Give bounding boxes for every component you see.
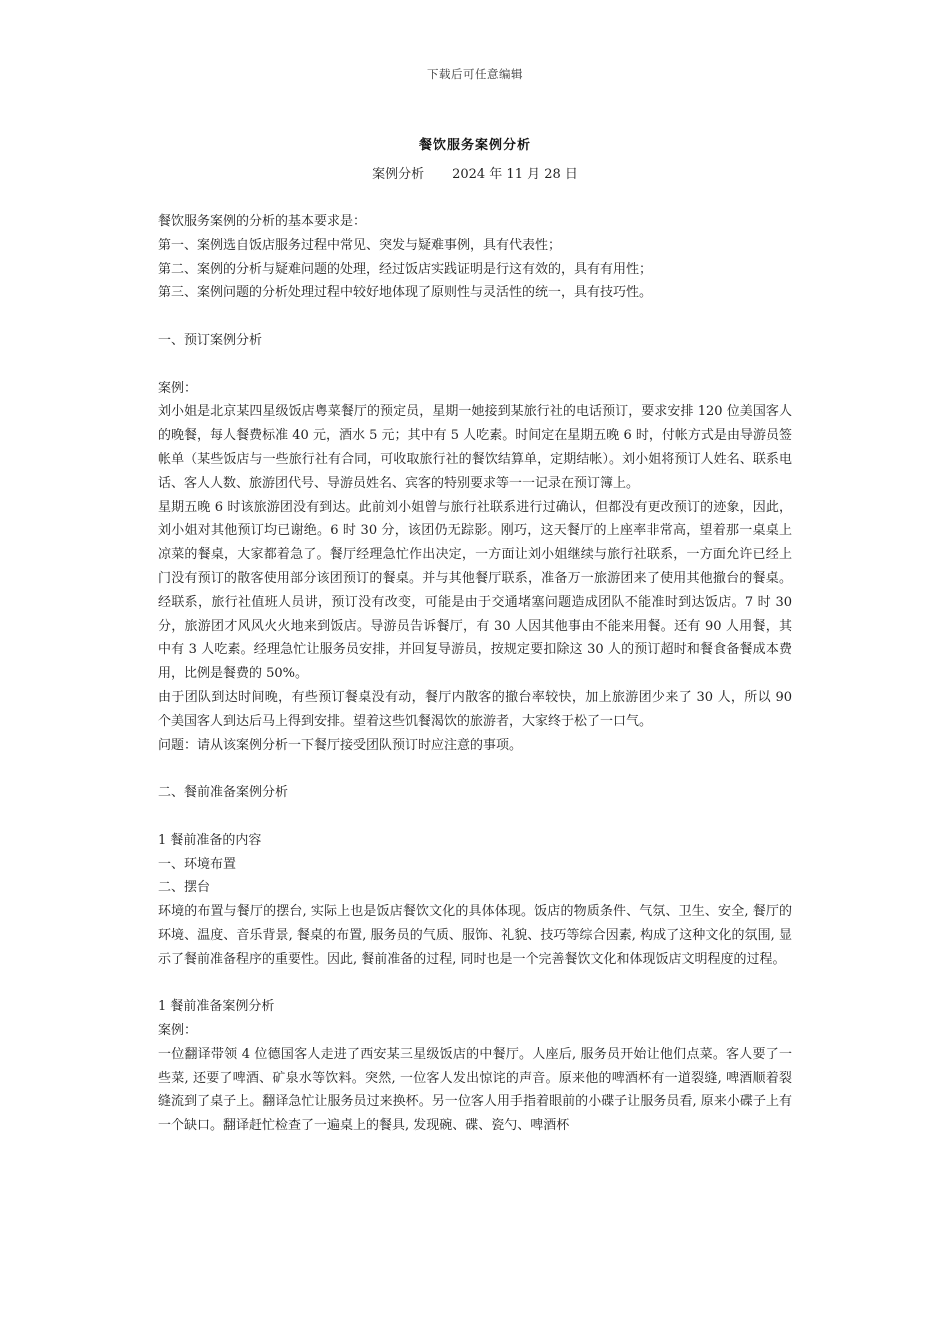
header-note: 下载后可任意编辑 bbox=[427, 67, 523, 81]
intro-requirement-2: 第二、案例的分析与疑难问题的处理，经过饭店实践证明是行这有效的，具有有用性； bbox=[158, 261, 653, 277]
subtitle-date: 2024 年 11 月 28 日 bbox=[452, 167, 578, 182]
section-1-question: 问题：请从该案例分析一下餐厅接受团队预订时应注意的事项。 bbox=[158, 737, 523, 753]
section-1-case-label: 案例： bbox=[158, 380, 198, 396]
subtitle-line bbox=[0, 163, 950, 182]
section-1-paragraph-3: 由于团队到达时间晚，有些预订餐桌没有动，餐厅内散客的撤台率较快，加上旅游团少来了 30 人，所以 90 个美国客人到达后马上得到安排。望着这些饥餐渴饮的旅游者，大家终于松了一口气。 bbox=[158, 689, 792, 729]
intro-requirement-1: 第一、案例选自饭店服务过程中常见、突发与疑难事例，具有代表性； bbox=[158, 237, 562, 253]
document-body bbox=[158, 210, 792, 1138]
section-2-item-1: 一、环境布置 bbox=[158, 856, 237, 872]
section-2-subheading-2: 1 餐前准备案例分析 bbox=[158, 999, 275, 1015]
section-1-paragraph-2: 星期五晚 6 时该旅游团没有到达。此前刘小姐曾与旅行社联系进行过确认，但都没有更改预订的迹象，因此，刘小姐对其他预订均已谢绝。6 时 30 分，该团仍无踪影。刚巧，这天餐厅的上座率非常高，望着那一桌桌上凉菜的餐桌，大家都着急了。餐厅经理急忙作出决定，一方面让刘小姐继续与旅行社联系，一方面允许已经上门没有预订的散客使用部分该团预订的餐桌。并与其他餐厅联系，准备万一旅游团来了使用其他撤台的餐桌。经联系，旅行社值班人员讲，预订没有改变，可能是由于交通堵塞问题造成团队不能准时到达饭店。7 时 30 分，旅游团才风风火火地来到饭店。导游员告诉餐厅，有 30 人因其他事由不能来用餐。还有 90 人用餐，其中有 3 人吃素。经理急忙让服务员安排，并回复导游员，按规定要扣除这 30 人的预订超时和餐食备餐成本费用，比例是餐费的 50%。 bbox=[158, 499, 792, 682]
section-2-paragraph-2: 一位翻译带领 4 位德国客人走进了西安某三星级饭店的中餐厅。人座后, 服务员开始让他们点菜。客人要了一些菜, 还要了啤酒、矿泉水等饮料。突然, 一位客人发出惊诧的声音。原来他的啤酒杯有一道裂缝, 啤酒顺着裂缝流到了桌子上。翻译急忙让服务员过来换杯。另一位客人用手指着眼前的小碟子让服务员看, 原来小碟子上有一个缺口。翻译赶忙检查了一遍桌上的餐具, 发现碗、碟、瓷勺、啤酒杯 bbox=[158, 1046, 792, 1134]
subtitle-category: 案例分析 bbox=[372, 167, 425, 182]
section-2-item-2: 二、摆台 bbox=[158, 880, 211, 896]
intro-lead: 餐饮服务案例的分析的基本要求是： bbox=[158, 214, 367, 229]
document-title: 餐饮服务案例分析 bbox=[418, 138, 531, 153]
section-2-case-label: 案例： bbox=[158, 1023, 198, 1039]
section-2-paragraph-1: 环境的布置与餐厅的摆台, 实际上也是饭店餐饮文化的具体体现。饭店的物质条件、气氛、卫生、安全, 餐厅的环境、温度、音乐背景, 餐桌的布置, 服务员的气质、服饰、礼貌、技巧等综合因素, 构成了这种文化的氛围, 显示了餐前准备程序的重要性。因此, 餐前准备的过程, 同时也是一个完善餐饮文化和体现饭店文明程度的过程。 bbox=[158, 904, 792, 967]
section-1-paragraph-1: 刘小姐是北京某四星级饭店粤菜餐厅的预定员，星期一她接到某旅行社的电话预订，要求安排 120 位美国客人的晚餐，每人餐费标准 40 元，酒水 5 元；其中有 5 人吃素。时间定在星期五晚 6 时，付帐方式是由导游员签帐单（某些饭店与一些旅行社有合同，可收取旅行社的餐饮结算单，定期结帐）。刘小姐将预订人姓名、联系电话、客人人数、旅游团代号、导游员姓名、宾客的特别要求等一一记录在预订簿上。 bbox=[158, 404, 792, 491]
section-2-subheading-1: 1 餐前准备的内容 bbox=[158, 832, 262, 848]
section-1-heading: 一、预订案例分析 bbox=[158, 332, 263, 348]
intro-requirement-3: 第三、案例问题的分析处理过程中较好地体现了原则性与灵活性的统一，具有技巧性。 bbox=[158, 285, 653, 301]
section-2-heading: 二、餐前准备案例分析 bbox=[158, 785, 289, 801]
